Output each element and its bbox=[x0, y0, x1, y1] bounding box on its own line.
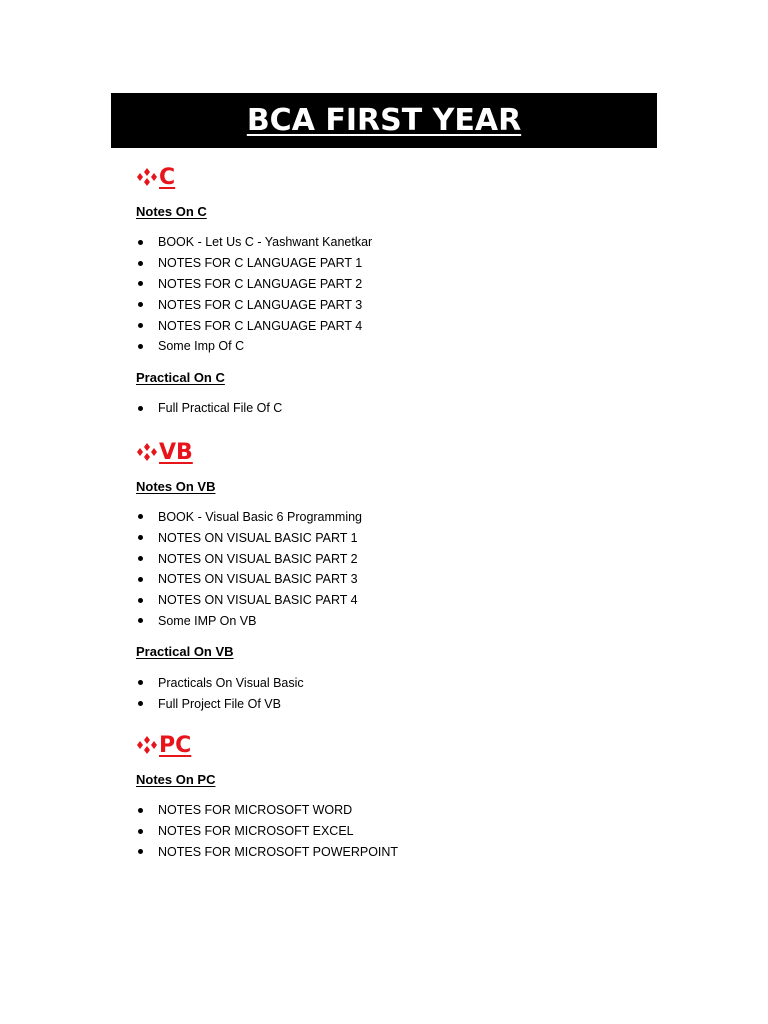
practical-heading-c: Practical On C bbox=[136, 369, 225, 385]
bullet-icon bbox=[138, 240, 143, 245]
list-item[interactable]: NOTES ON VISUAL BASIC PART 3 bbox=[136, 569, 657, 590]
bullet-icon bbox=[138, 808, 143, 813]
list-item[interactable]: NOTES FOR C LANGUAGE PART 4 bbox=[136, 315, 657, 336]
section-heading-c bbox=[136, 162, 657, 192]
bullet-icon bbox=[138, 514, 143, 519]
section-c bbox=[111, 162, 657, 419]
bullet-icon bbox=[138, 849, 143, 854]
bullet-icon bbox=[138, 577, 143, 582]
bullet-icon bbox=[138, 701, 143, 706]
list-item[interactable]: BOOK - Let Us C - Yashwant Kanetkar bbox=[136, 232, 657, 253]
title-bar bbox=[111, 93, 657, 148]
notes-list-vb bbox=[136, 507, 657, 632]
section-title-vb: VB bbox=[159, 439, 193, 465]
list-item[interactable]: NOTES FOR C LANGUAGE PART 2 bbox=[136, 274, 657, 295]
list-item[interactable]: Full Practical File Of C bbox=[136, 398, 657, 419]
bullet-icon bbox=[138, 598, 143, 603]
bullet-icon bbox=[138, 344, 143, 349]
bullet-icon bbox=[138, 535, 143, 540]
list-item[interactable]: NOTES FOR MICROSOFT EXCEL bbox=[136, 821, 657, 842]
document-page bbox=[111, 93, 657, 862]
bullet-icon bbox=[138, 680, 143, 685]
bullet-icon bbox=[138, 302, 143, 307]
practical-list-vb bbox=[136, 672, 657, 714]
section-vb bbox=[111, 437, 657, 714]
list-item[interactable]: Full Project File Of VB bbox=[136, 693, 657, 714]
bullet-icon bbox=[138, 829, 143, 834]
document-title: BCA FIRST YEAR bbox=[246, 103, 522, 138]
section-title-c: C bbox=[159, 165, 176, 190]
section-heading-pc bbox=[136, 730, 657, 760]
practical-heading-vb: Practical On VB bbox=[136, 644, 234, 660]
practical-list-c bbox=[136, 398, 657, 419]
four-diamond-icon bbox=[136, 168, 158, 186]
list-item[interactable]: NOTES FOR C LANGUAGE PART 1 bbox=[136, 253, 657, 274]
bullet-icon bbox=[138, 406, 143, 411]
bullet-icon bbox=[138, 556, 143, 561]
list-item[interactable]: NOTES ON VISUAL BASIC PART 1 bbox=[136, 527, 657, 548]
notes-heading-vb: Notes On VB bbox=[136, 478, 216, 494]
four-diamond-icon bbox=[136, 443, 158, 461]
section-title-pc: PC bbox=[159, 732, 192, 758]
list-item[interactable]: Some Imp Of C bbox=[136, 336, 657, 357]
list-item[interactable]: BOOK - Visual Basic 6 Programming bbox=[136, 507, 657, 528]
list-item[interactable]: NOTES ON VISUAL BASIC PART 4 bbox=[136, 590, 657, 611]
bullet-icon bbox=[138, 261, 143, 266]
bullet-icon bbox=[138, 618, 143, 623]
notes-list-pc bbox=[136, 800, 657, 862]
bullet-icon bbox=[138, 281, 143, 286]
section-pc bbox=[111, 730, 657, 862]
four-diamond-icon bbox=[136, 736, 158, 754]
list-item[interactable]: Practicals On Visual Basic bbox=[136, 672, 657, 693]
list-item[interactable]: NOTES FOR C LANGUAGE PART 3 bbox=[136, 294, 657, 315]
notes-heading-c: Notes On C bbox=[136, 204, 207, 219]
list-item[interactable]: NOTES FOR MICROSOFT POWERPOINT bbox=[136, 842, 657, 863]
notes-list-c bbox=[136, 232, 657, 357]
bullet-icon bbox=[138, 323, 143, 328]
notes-heading-pc: Notes On PC bbox=[136, 771, 216, 787]
section-heading-vb bbox=[136, 437, 657, 467]
list-item[interactable]: Some IMP On VB bbox=[136, 611, 657, 632]
list-item[interactable]: NOTES FOR MICROSOFT WORD bbox=[136, 800, 657, 821]
list-item[interactable]: NOTES ON VISUAL BASIC PART 2 bbox=[136, 548, 657, 569]
